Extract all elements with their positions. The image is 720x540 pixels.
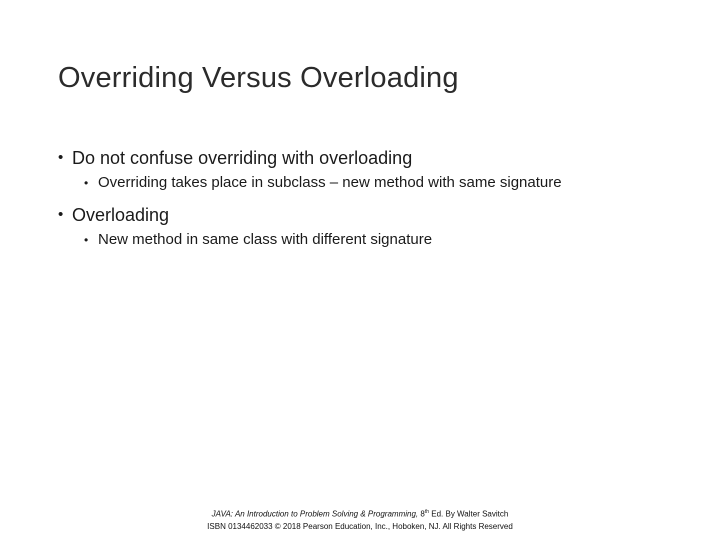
bullet-dot: •	[58, 206, 64, 223]
edition-rest: Ed. By Walter Savitch	[431, 509, 509, 519]
slide-title: Overriding Versus Overloading	[58, 62, 459, 94]
bullet-item-2	[58, 203, 698, 227]
sub-bullet-text: New method in same class with different signature	[98, 231, 433, 248]
bullet-item-1	[58, 146, 698, 170]
footer-line-2: ISBN 0134462033 © 2018 Pearson Education, Inc., Hoboken, NJ. All Rights Reserved	[207, 521, 513, 531]
bullet-list	[58, 146, 698, 250]
copyright-footer	[140, 506, 580, 533]
edition-suffix: th	[424, 509, 430, 515]
sub-bullet-item-1	[58, 173, 698, 193]
sub-bullet-item-2	[58, 230, 698, 250]
sub-bullet-text: Overriding takes place in subclass – new method with same signature	[98, 174, 562, 191]
book-title: JAVA: An Introduction to Problem Solving & Programming,	[211, 509, 419, 519]
sub-bullet-dot: •	[84, 233, 89, 247]
bullet-text: Do not confuse overriding with overloading	[72, 148, 413, 168]
footer-line-1	[140, 506, 580, 521]
bullet-text: Overloading	[72, 205, 170, 225]
bullet-dot: •	[58, 149, 64, 166]
edition-number: 8	[420, 509, 425, 519]
sub-bullet-dot: •	[84, 176, 89, 190]
